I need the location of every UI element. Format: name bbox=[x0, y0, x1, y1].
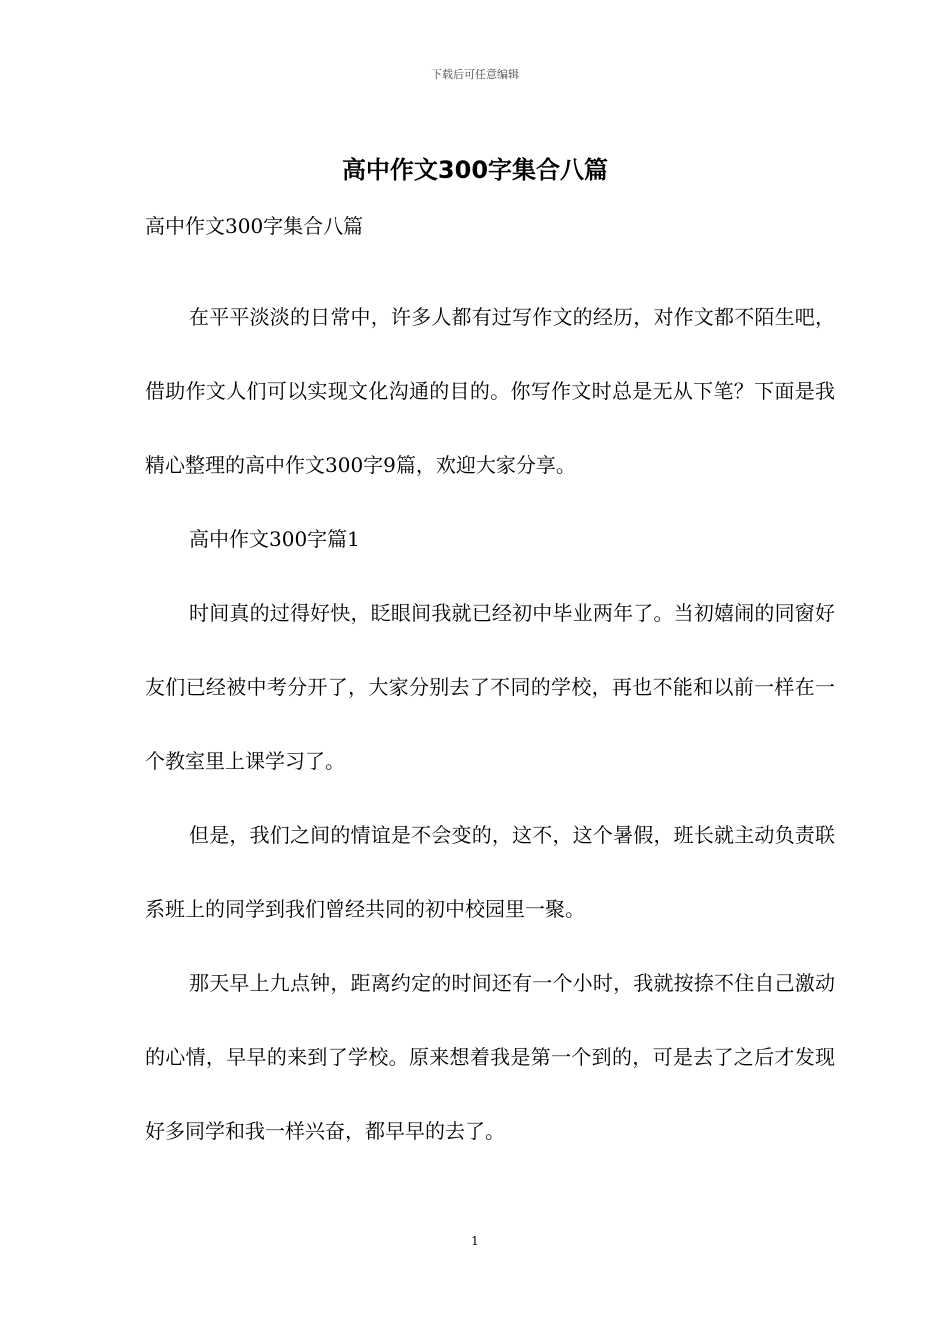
body-paragraph: 时间真的过得好快，眨眼间我就已经初中毕业两年了。当初嬉闹的同窗好友们已经被中考分开了，大家分别去了不同的学校，再也不能和以前一样在一个教室里上课学习了。 bbox=[145, 601, 835, 773]
document-subtitle: 高中作文300字集合八篇 bbox=[145, 214, 364, 238]
document-body bbox=[145, 280, 835, 1168]
document-title: 高中作文300字集合八篇 bbox=[341, 156, 609, 184]
body-paragraph: 但是，我们之间的情谊是不会变的，这不，这个暑假，班长就主动负责联系班上的同学到我们曾经共同的初中校园里一聚。 bbox=[145, 823, 835, 921]
intro-paragraph: 在平平淡淡的日常中，许多人都有过写作文的经历，对作文都不陌生吧，借助作文人们可以实现文化沟通的目的。你写作文时总是无从下笔？下面是我精心整理的高中作文300字9篇，欢迎大家分享。 bbox=[145, 305, 835, 477]
body-paragraph: 那天早上九点钟，距离约定的时间还有一个小时，我就按捺不住自己激动的心情，早早的来到了学校。原来想着我是第一个到的，可是去了之后才发现好多同学和我一样兴奋，都早早的去了。 bbox=[145, 971, 835, 1143]
page-number: 1 bbox=[471, 1234, 479, 1248]
page-header-note: 下载后可任意编辑 bbox=[431, 68, 519, 81]
section-heading: 高中作文300字篇1 bbox=[189, 527, 360, 551]
